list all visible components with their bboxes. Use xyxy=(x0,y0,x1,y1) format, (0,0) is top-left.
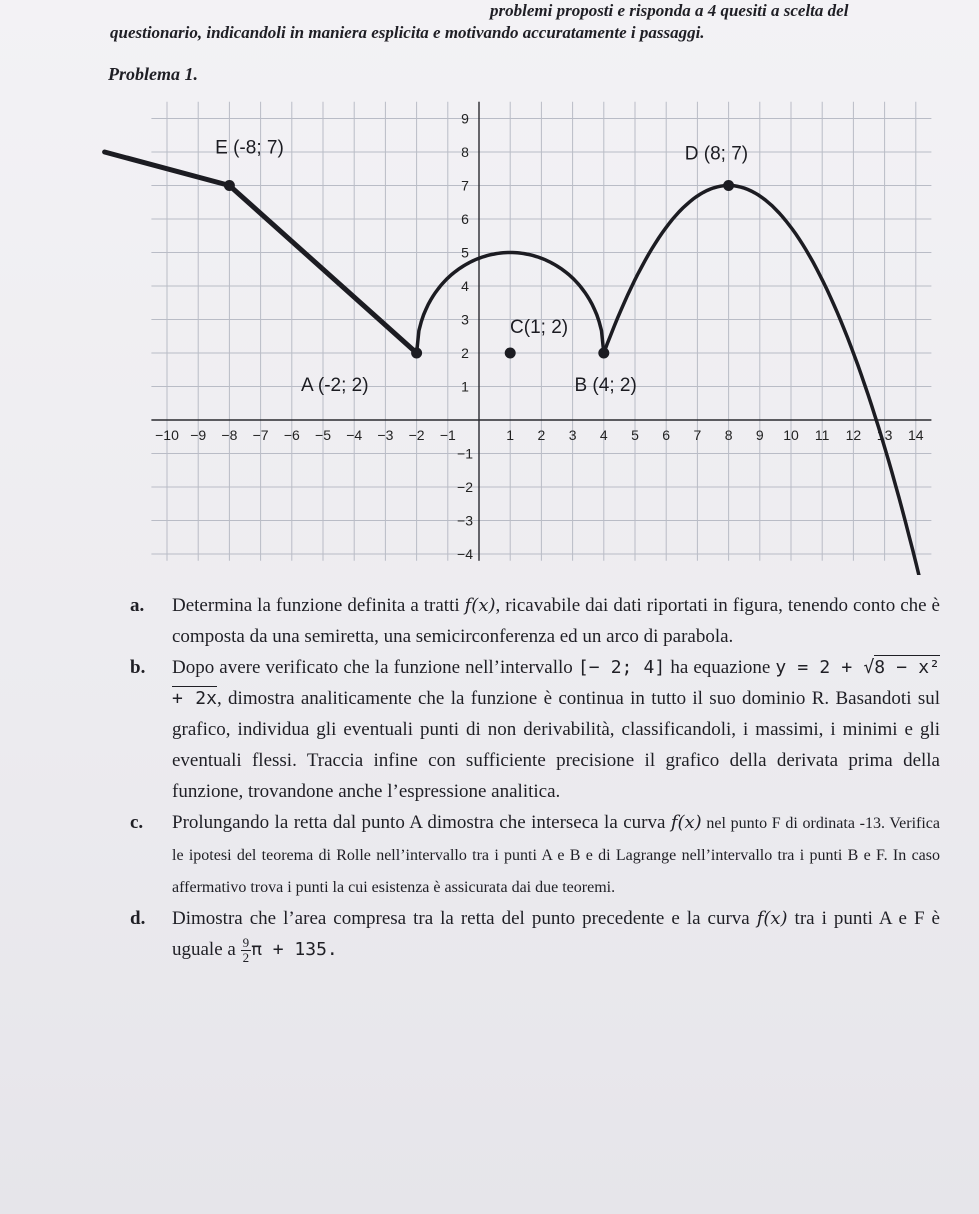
question-b: b. Dopo avere verificato che la funzione nell’intervallo [− 2; 4] ha equazione y = 2 + √8 − x² + 2x, dimostra analiticamente che la funzione è continua in tutto il suo dominio R. Basandoti sul grafico, individua gli eventuali punti di non derivabilità, classificandoli, i massimi, i minimi e gli eventuali flessi. Traccia infine con sufficiente precisione il grafico della derivata prima della funzione, trovandone anche l’espressione analitica. xyxy=(120,652,940,807)
function-graph xyxy=(0,85,979,575)
x-tick-label: 13 xyxy=(876,427,893,443)
question-b-equation-left: y = 2 + xyxy=(775,657,864,678)
x-tick-label: −2 xyxy=(408,427,425,443)
x-tick-label: 2 xyxy=(537,427,546,443)
y-tick-label: 1 xyxy=(461,378,469,395)
area-fraction-denominator: 2 xyxy=(242,950,250,966)
y-tick-label: −3 xyxy=(457,512,473,529)
y-tick-label: 9 xyxy=(461,110,469,127)
y-tick-label: 2 xyxy=(461,345,469,361)
point-E xyxy=(224,180,235,191)
x-tick-label: 11 xyxy=(814,427,830,443)
x-tick-label: −3 xyxy=(377,427,394,443)
question-d-fx: f(x) xyxy=(756,908,788,929)
point-A xyxy=(411,348,422,359)
question-c-fx: f(x) xyxy=(670,812,702,833)
point-label-E: E (-8; 7) xyxy=(215,137,284,159)
x-tick-label: −10 xyxy=(155,427,179,443)
question-a xyxy=(120,590,940,652)
x-tick-label: 9 xyxy=(755,427,764,443)
point-C xyxy=(505,348,516,359)
area-fraction-numerator: 9 xyxy=(242,935,250,951)
x-tick-label: 8 xyxy=(724,427,733,443)
question-b-text3: , dimostra analiticamente che la funzione è continua in tutto il suo dominio R. Basandoti sul grafico, individua gli eventuali punti di non derivabilità, classificandoli, i massimi, i minimi e gli eventuali flessi. Traccia infine con sufficiente precisione il grafico della derivata prima della funzione, trovandone anche l’espressione analitica. xyxy=(172,688,940,802)
x-tick-label: −8 xyxy=(221,427,238,443)
problem-title: Problema 1. xyxy=(108,64,198,84)
y-tick-label: 6 xyxy=(461,211,469,227)
y-tick-label: 5 xyxy=(461,244,469,261)
x-tick-label: 6 xyxy=(662,427,671,443)
question-d-text1: Dimostra che l’area compresa tra la retta del punto precedente e la curva xyxy=(172,908,757,929)
question-c-text2: nel punto F di ordinata -13. Verifica le ipotesi del teorema di Rolle nell’intervallo tra i punti A e B e di Lagrange nell’intervallo tra i punti B e F. In caso affermativo trova i punti la cui esistenza è assicurata dai due teoremi. xyxy=(172,815,940,896)
questions xyxy=(120,590,940,965)
point-label-B: B (4; 2) xyxy=(574,375,637,396)
question-b-equation-root: 8 − x² + 2x xyxy=(172,657,940,709)
x-tick-label: −9 xyxy=(190,427,207,443)
question-d xyxy=(120,903,940,965)
instructions-line-1: problemi proposti e risponda a 4 quesiti a scelta del xyxy=(490,1,849,20)
x-tick-label: 12 xyxy=(845,427,862,443)
question-c-letter: c. xyxy=(130,812,144,833)
question-a-fx: f(x) xyxy=(464,595,496,616)
x-tick-label: 3 xyxy=(568,427,577,443)
parabola-curve xyxy=(604,186,947,576)
point-label-D: D (8; 7) xyxy=(684,143,749,165)
curves xyxy=(105,152,947,575)
x-tick-label: −6 xyxy=(283,427,300,443)
question-c xyxy=(120,807,940,903)
question-d-letter: d. xyxy=(130,908,146,929)
question-c-text1: Prolungando la retta dal punto A dimostra che interseca la curva xyxy=(172,812,671,833)
x-tick-label: 10 xyxy=(783,427,799,443)
point-label-C: C(1; 2) xyxy=(510,317,569,338)
instructions-line-2: questionario, indicandoli in maniera esplicita e motivando accuratamente i passaggi. xyxy=(110,23,705,42)
x-tick-label: −7 xyxy=(252,427,269,443)
y-tick-label: −1 xyxy=(457,445,473,462)
question-b-interval: [− 2; 4] xyxy=(577,657,666,678)
point-B xyxy=(598,348,609,359)
y-tick-label: 4 xyxy=(461,278,469,294)
x-tick-label: 4 xyxy=(599,427,608,443)
instructions-header xyxy=(110,0,970,44)
question-b-text1: Dopo avere verificato che la funzione nell’intervallo xyxy=(172,657,578,678)
x-tick-label: 5 xyxy=(631,427,639,443)
y-tick-label: −2 xyxy=(457,479,473,495)
question-d-text2: tra i punti A e F è uguale a xyxy=(172,908,940,960)
x-tick-label: 1 xyxy=(506,427,515,443)
point-label-A: A (-2; 2) xyxy=(301,375,369,396)
question-a-letter: a. xyxy=(130,595,145,616)
point-D xyxy=(723,180,734,191)
question-a-text1: Determina la funzione definita a tratti xyxy=(172,595,465,616)
x-tick-label: 14 xyxy=(908,427,924,443)
x-tick-label: −1 xyxy=(439,427,456,443)
x-tick-label: −4 xyxy=(346,427,363,443)
question-b-letter: b. xyxy=(130,657,146,678)
x-tick-label: 7 xyxy=(693,427,702,443)
y-tick-label: 7 xyxy=(461,177,469,194)
points xyxy=(215,138,748,397)
area-fraction xyxy=(241,936,252,965)
y-tick-label: −4 xyxy=(457,546,473,562)
x-tick-label: −5 xyxy=(315,427,331,443)
question-d-text3: π + 135. xyxy=(251,939,338,960)
y-tick-label: 8 xyxy=(461,144,469,160)
question-b-text2: ha equazione xyxy=(665,657,776,678)
y-tick-label: 3 xyxy=(461,311,469,328)
question-a-text2: , ricavabile dai dati riportati in figura, tenendo conto che è composta da una semiretta, una semicirconferenza ed un arco di parabola. xyxy=(172,595,940,647)
